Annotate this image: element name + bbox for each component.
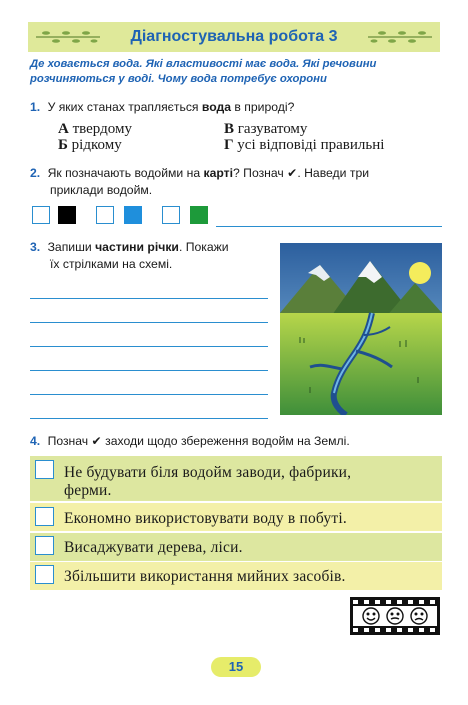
question-keyword: вода	[201, 100, 232, 114]
question-text: Запиши	[47, 240, 96, 254]
answer-line[interactable]	[30, 418, 268, 419]
option-b[interactable]	[58, 137, 122, 153]
question-2	[30, 165, 445, 199]
option-letter: Г	[224, 137, 234, 153]
river-diagram-image	[280, 243, 442, 415]
option-c[interactable]	[224, 121, 307, 137]
question-keyword: частини річки	[95, 240, 179, 254]
question-text-end: ? Познач ✔. Наведи три	[233, 166, 370, 180]
map-symbol-blue	[124, 206, 142, 224]
map-symbol-checkbox-1[interactable]	[32, 206, 50, 224]
answer-line[interactable]	[216, 226, 442, 227]
question-3	[30, 239, 270, 273]
title-banner	[28, 22, 440, 52]
option-text: рідкому	[67, 137, 122, 153]
measure-checkbox-1[interactable]	[35, 460, 54, 479]
measure-text-4: Збільшити використання мийних засобів.	[64, 568, 346, 585]
question-number: 1.	[30, 100, 41, 114]
question-number: 3.	[30, 240, 41, 254]
question-1	[30, 99, 294, 116]
question-text: Познач ✔ заходи щодо збереження водойм на Землі.	[47, 434, 350, 448]
answer-line[interactable]	[30, 370, 268, 371]
page-title: Діагностувальна робота 3	[130, 28, 338, 45]
option-text: твердому	[68, 121, 132, 137]
question-keyword: карті	[203, 166, 234, 180]
measure-checkbox-2[interactable]	[35, 507, 54, 526]
option-letter: Б	[58, 137, 68, 153]
question-text: У яких станах трапляється	[47, 100, 202, 114]
answer-line[interactable]	[30, 298, 268, 299]
option-text: газуватому	[234, 121, 308, 137]
measure-checkbox-4[interactable]	[35, 565, 54, 584]
option-letter: А	[58, 121, 69, 137]
measure-text-2: Економно використовувати воду в побуті.	[64, 510, 347, 527]
map-symbol-checkbox-2[interactable]	[96, 206, 114, 224]
answer-line[interactable]	[30, 346, 268, 347]
measure-checkbox-3[interactable]	[35, 536, 54, 555]
map-symbol-green	[190, 206, 208, 224]
option-a[interactable]	[58, 121, 132, 137]
map-symbol-checkbox-3[interactable]	[162, 206, 180, 224]
measure-text-1: Не будувати біля водойм заводи, фабрики,	[64, 464, 352, 481]
answer-line[interactable]	[30, 322, 268, 323]
question-text: Як позначають водойми на	[47, 166, 204, 180]
question-text-end: . Покажи	[178, 240, 229, 254]
question-text-end: в природі?	[231, 100, 295, 114]
leaf-ornament-right-icon	[364, 28, 434, 46]
question-number: 4.	[30, 434, 41, 448]
question-4	[30, 433, 350, 450]
topic-intro: Де ховається вода. Які властивості має вода. Які речовини розчиняються у воді. Чому вода потребує охорони	[30, 58, 377, 85]
option-letter: В	[224, 121, 235, 137]
self-assessment-smileys	[350, 597, 440, 635]
measure-text-1-line2: ферми.	[64, 482, 112, 499]
question-text-line2: приклади водойм.	[50, 183, 153, 197]
page-number: 15	[211, 657, 261, 677]
option-d[interactable]	[224, 137, 384, 153]
question-number: 2.	[30, 166, 41, 180]
measure-text-3: Висаджувати дерева, ліси.	[64, 539, 243, 556]
option-text: усі відповіді правильні	[233, 137, 385, 153]
map-symbol-black	[58, 206, 76, 224]
answer-line[interactable]	[30, 394, 268, 395]
question-text-line2: їх стрілками на схемі.	[50, 257, 173, 271]
